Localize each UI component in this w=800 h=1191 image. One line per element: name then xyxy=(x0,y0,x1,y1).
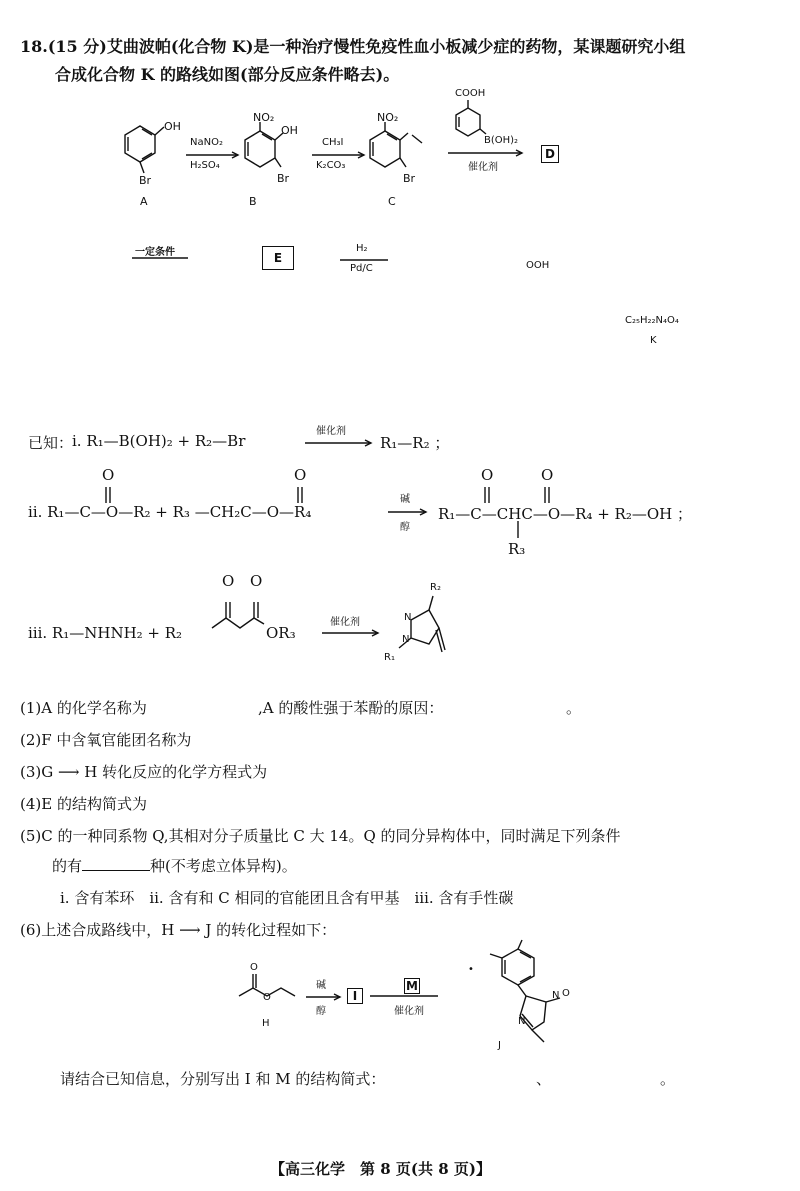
label-c: C xyxy=(388,195,396,208)
q2-label: (2)F 中含氧官能团名称为 xyxy=(20,731,192,749)
reagent-ab-top: NaNO₂ xyxy=(190,137,223,148)
box-d: D xyxy=(541,145,559,163)
reagent-cd-cooh: COOH xyxy=(455,88,486,99)
label-h: H xyxy=(262,1018,270,1029)
known-iii-arrow xyxy=(322,630,384,636)
j-n2: N xyxy=(518,1016,526,1027)
h-o2: O xyxy=(263,992,271,1003)
q1-reason: ,A 的酸性强于苯酚的原因： xyxy=(258,699,444,717)
q3-label: (3)G ⟶ H 转化反应的化学方程式为 xyxy=(20,763,268,781)
box-e: E xyxy=(262,246,294,270)
q5-answer-line xyxy=(52,855,297,876)
known-iii-n1: N xyxy=(404,612,412,623)
reagent-bc-top: CH₃I xyxy=(322,137,344,148)
label-k: K xyxy=(650,335,657,346)
known-i-product: R₁—R₂ ； xyxy=(380,434,450,452)
structure-j xyxy=(478,940,588,1050)
q5-label: (5)C 的一种同系物 Q,其相对分子质量比 C 大 14。Q 的同分异构体中，同时满足下列条件 xyxy=(20,827,621,845)
q6-label: (6)上述合成路线中，H ⟶ J 的转化过程如下： xyxy=(20,921,337,939)
known-i-arrow-label: 催化剂 xyxy=(316,426,346,437)
label-a: A xyxy=(140,195,148,208)
known-ii-o3: O xyxy=(481,466,494,484)
known-iii-pyrazolone xyxy=(395,590,455,670)
known-iii-text: ⅲ. R₁—NHNH₂ + R₂ xyxy=(28,624,183,642)
reagent-ef-bottom: Pd/C xyxy=(350,263,373,274)
j-o: O xyxy=(562,988,570,999)
j-methyl-dot: • xyxy=(468,964,474,975)
q6-separator: 、 xyxy=(536,1070,552,1088)
q1-end: 。 xyxy=(566,699,582,717)
atom-no2-c: NO₂ xyxy=(377,111,399,124)
q6-end: 。 xyxy=(660,1070,676,1088)
known-ii-r3: R₃ xyxy=(508,540,526,558)
known-ii-o4: O xyxy=(541,466,554,484)
known-ii-text: ⅱ. R₁—C—O—R₂ + R₃ —CH₂C—O—R₄ xyxy=(28,503,312,521)
fragment-ooh: OOH xyxy=(526,260,550,271)
atom-br-c: Br xyxy=(403,172,416,185)
q6-answer-prompt: 请结合已知信息，分别写出 I 和 M 的结构简式： xyxy=(60,1070,386,1088)
q5-blank[interactable] xyxy=(82,856,150,871)
q6-arrow2 xyxy=(370,994,442,998)
q5-prefix: 的有 xyxy=(52,857,83,875)
known-iii-or3: OR₃ xyxy=(266,624,296,642)
known-ii-product: R₁—C—CHC—O—R₄ + R₂—OH ； xyxy=(438,505,692,523)
q6-catalyst: 催化剂 xyxy=(394,1006,424,1017)
known-iii-n2: N xyxy=(402,634,410,645)
known-i-text: ⅰ. R₁—B(OH)₂ + R₂—Br xyxy=(72,432,246,450)
reagent-cd-bottom: 催化剂 xyxy=(468,162,498,173)
known-ii-alcohol: 醇 xyxy=(400,522,410,533)
j-n1: N xyxy=(552,990,560,1001)
known-ii-arrow xyxy=(388,509,432,515)
known-iii-arrow-label: 催化剂 xyxy=(330,617,360,628)
reagent-bc-bottom: K₂CO₃ xyxy=(316,160,346,171)
reagent-cd-boron: B(OH)₂ xyxy=(484,135,519,146)
h-o1: O xyxy=(250,962,258,973)
q6-alcohol: 醇 xyxy=(316,1006,326,1017)
atom-br-a: Br xyxy=(139,174,152,187)
known-ii-base: 碱 xyxy=(400,494,410,505)
atom-oh-a: OH xyxy=(164,120,181,133)
reagent-ab-bottom: H₂SO₄ xyxy=(190,160,220,171)
reagent-ef-top: H₂ xyxy=(356,243,368,254)
q6-base: 碱 xyxy=(316,980,326,991)
question-title: 18.(15 分)艾曲波帕(化合物 K)是一种治疗慢性免疫性血小板减少症的药物，某课题研究小组 xyxy=(20,37,686,56)
known-ii-o2: O xyxy=(294,466,307,484)
box-m: M xyxy=(404,978,420,994)
label-b: B xyxy=(249,195,257,208)
formula-k: C₂₅H₂₂N₄O₄ xyxy=(625,315,679,326)
atom-br-b: Br xyxy=(277,172,290,185)
known-iii-o2: O xyxy=(250,572,263,590)
known-iii-o1: O xyxy=(222,572,235,590)
atom-no2-b: NO₂ xyxy=(253,111,275,124)
q5-suffix: 种(不考虑立体异构)。 xyxy=(150,857,297,875)
atom-oh-b: OH xyxy=(281,124,298,137)
known-prefix: 已知： xyxy=(28,434,74,452)
q6-arrow1 xyxy=(306,994,346,1000)
page-footer: 【高三化学 第 8 页(共 8 页)】 xyxy=(270,1160,491,1178)
q1-label: (1)A 的化学名称为 xyxy=(20,699,147,717)
known-iii-r2: R₂ xyxy=(430,582,441,593)
box-i: I xyxy=(347,988,363,1004)
known-ii-o1: O xyxy=(102,466,115,484)
q4-label: (4)E 的结构简式为 xyxy=(20,795,147,813)
cond-de: 一定条件 xyxy=(135,247,175,258)
q5-conditions: ⅰ. 含有苯环 ⅱ. 含有和 C 相同的官能团且含有甲基 ⅲ. 含有手性碳 xyxy=(60,889,514,907)
label-j: J xyxy=(498,1040,501,1051)
question-subtitle: 合成化合物 K 的路线如图(部分反应条件略去)。 xyxy=(55,65,400,84)
known-iii-r1: R₁ xyxy=(384,652,395,663)
